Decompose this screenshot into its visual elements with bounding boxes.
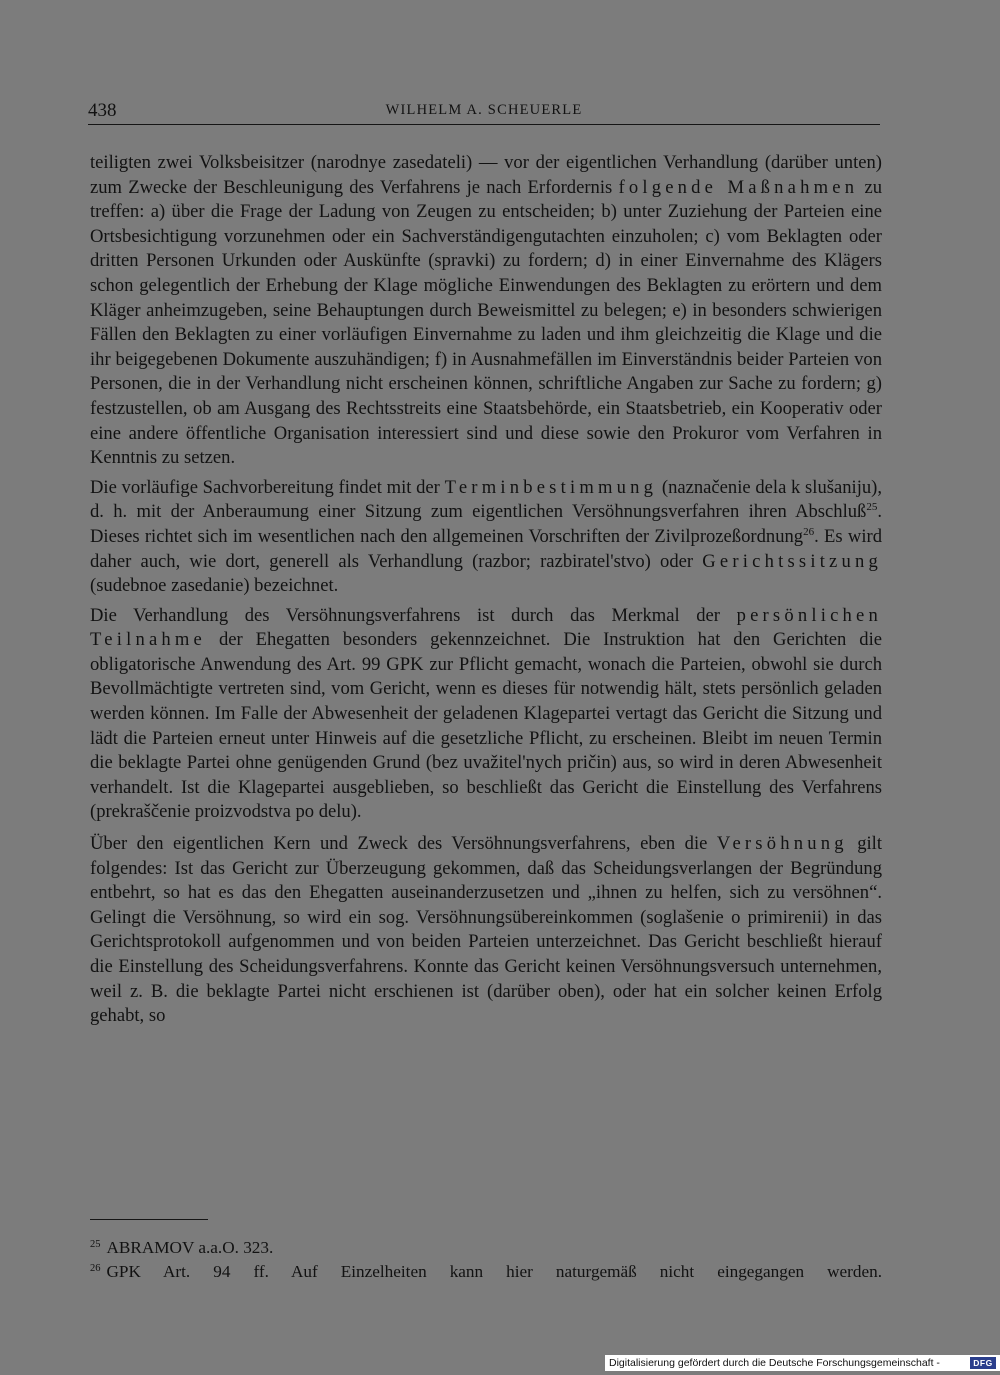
paragraph-1 <box>90 151 882 471</box>
p3-text-2: der Ehegatten besonders gekennzeichnet. Die Instruktion hat den Gerichten die obligatorische Anwendung des Art. 99 GPK zur Pflicht gemacht, wonach die Parteien, obwohl sie durch Bevollmächtigte vertreten sind, vom Gericht, wenn es dieses für notwendig hält, stets persönlich geladen werden können. Im Falle der Abwesenheit der geladenen Klagepartei vertagt das Gericht die Sitzung und lädt die Parteien erneut unter Hinweis auf die gesetzliche Pflicht, zu erscheinen. Bleibt im neuen Termin die beklagte Partei ohne genügenden Grund (bez uvažitel'nych pričin) aus, so wird in deren Abwesenheit verhandelt. Ist die Klagepartei ausgeblieben, so beschließt das Gericht die Einstellung des Verfahrens (prekraščenie proizvodstva po delu). <box>90 629 882 823</box>
p2-text-2: (naznačenie dela k slušaniju), d. h. mit der Anberaumung einer Sitzung zum eigentlichen Versöhnungsverfahren ihren Abschluß <box>90 476 883 523</box>
footnotes <box>90 1236 882 1284</box>
page-header <box>88 100 880 126</box>
digitization-credit-bar <box>605 1355 1000 1371</box>
body-text <box>90 151 882 1029</box>
paragraph-2 <box>90 476 882 599</box>
footnote-ref-25[interactable]: 25 <box>866 501 878 514</box>
p1-text-2: zu treffen: a) über die Frage der Ladung von Zeugen zu entscheiden; b) unter Zuziehung der Parteien eine Ortsbesichtigung vorzunehmen oder ein Sachverständigengutachten einzuholen; c) vom Beklagten oder dritten Personen Urkunden oder Auskünfte (spravki) zu fordern; d) in einer Einvernahme des Klägers schon gelegentlich der Erhebung der Klage mögliche Einwendungen des Beklagten zu erörtern und dem Kläger anheimzugeben, seine Behauptungen durch Beweismittel zu belegen; e) in besonders schwierigen Fällen den Beklagten zu einer vorläufigen Einvernahme zu laden und ihm gleichzeitig die Klage und die ihr beigegebenen Dokumente auszuhändigen; f) in Ausnahmefällen im Einverständnis beider Parteien von Personen, die in der Verhandlung nicht erscheinen können, schriftliche Angaben zur Sache zu fordern; g) festzustellen, ob am Ausgang des Rechtsstreits eine Staatsbehörde, ein Staatsbetrieb, ein Kooperativ oder eine andere öffentliche Organisation interessiert sind und diese sowie den Prokuror vom Verfahren in Kenntnis zu setzen. <box>90 176 883 469</box>
footnote-26 <box>90 1260 882 1284</box>
footnote-ref-26[interactable]: 26 <box>803 525 815 538</box>
paragraph-4 <box>90 832 882 1029</box>
p4-text-1: Über den eigentlichen Kern und Zweck des Versöhnungsverfahrens, eben die <box>90 833 717 855</box>
footnote-text: ABRAMOV a.a.O. 323. <box>106 1238 274 1257</box>
footnote-mark: 26 <box>90 1263 101 1274</box>
p2-text-4: . Es wird daher auch, wie dort, generell als Verhandlung (razbor; razbiratel'stvo) oder <box>90 525 882 572</box>
p4-emphasis-1: Versöhnung <box>716 833 848 855</box>
p3-emphasis-1: persönlichen Teilnahme <box>90 604 882 651</box>
footnote-text: GPK Art. 94 ff. Auf Einzelheiten kann hier naturgemäß nicht eingegangen werden. <box>106 1262 882 1281</box>
p2-text-5: (sudebnoe zasedanie) bezeichnet. <box>90 575 339 597</box>
p1-text-1: teiligten zwei Volksbeisitzer (narodnye zasedateli) — vor der eigentlichen Verhandlung (darüber unten) zum Zwecke der Beschleunigung des Verfahrens je nach Erfordernis <box>90 152 882 198</box>
p2-text-3: . Dieses richtet sich im wesentlichen nach den allgemeinen Vorschriften der Zivilprozeßordnung <box>90 501 882 547</box>
dfg-logo-icon[interactable]: DFG <box>970 1357 996 1369</box>
header-rule <box>88 124 880 125</box>
running-head: WILHELM A. SCHEUERLE <box>385 102 583 118</box>
footnote-mark: 25 <box>90 1239 101 1250</box>
p2-emphasis-2: Gerichtssitzung <box>702 550 882 572</box>
p2-text-1: Die vorläufige Sachvorbereitung findet mit der <box>90 476 445 498</box>
p1-emphasis-1: folgende Maßnahmen <box>618 176 859 198</box>
page-number: 438 <box>88 100 117 121</box>
p2-emphasis-1: Terminbestimmung <box>444 476 658 498</box>
footnote-25 <box>90 1236 882 1260</box>
credit-text: Digitalisierung gefördert durch die Deutsche Forschungsgemeinschaft - <box>609 1357 940 1369</box>
paragraph-3 <box>90 604 882 825</box>
p4-text-2: gilt folgendes: Ist das Gericht zur Überzeugung gekommen, daß das Scheidungsverlangen der Begründung entbehrt, so hat es das den Ehegatten auseinanderzusetzen und „ihnen zu helfen, sich zu versöhnen“. Gelingt die Versöhnung, so wird ein sog. Versöhnungsübereinkommen (soglašenie o primirenii) in das Gerichtsprotokoll aufgenommen und von beiden Parteien unterzeichnet. Das Gericht beschließt hierauf die Einstellung des Scheidungsverfahrens. Konnte das Gericht keinen Versöhnungsversuch unternehmen, weil z. B. die beklagte Partei nicht erschienen ist (darüber oben), oder hat ein solcher keinen Erfolg gehabt, so <box>90 833 882 1027</box>
p3-text-1: Die Verhandlung des Versöhnungsverfahrens ist durch das Merkmal der <box>90 604 737 626</box>
footnote-rule <box>90 1219 208 1220</box>
